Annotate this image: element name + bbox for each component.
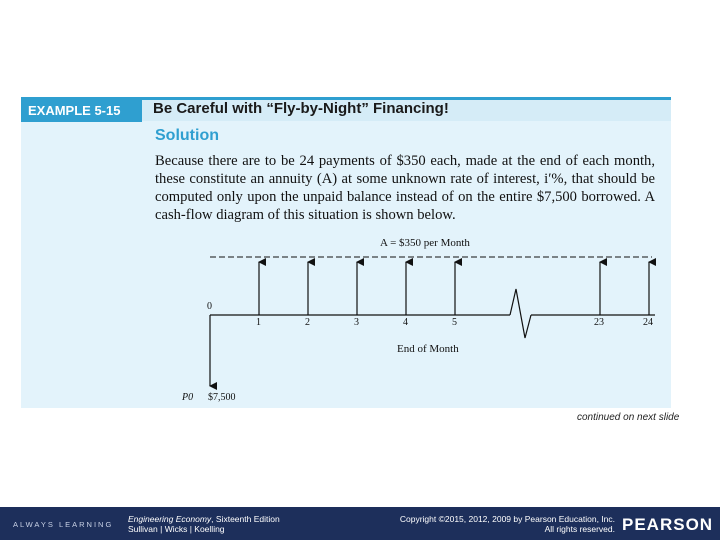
footer-bar	[0, 507, 720, 540]
principal-symbol: P0	[182, 392, 194, 403]
example-title: Be Careful with “Fly-by-Night” Financing!	[153, 100, 449, 117]
annuity-label: A = $350 per Month	[380, 237, 470, 249]
period-label: 24	[643, 317, 653, 328]
period-label: 1	[256, 317, 261, 328]
period-label: 4	[403, 317, 408, 328]
rights-line: All rights reserved.	[544, 524, 615, 534]
book-authors: Sullivan | Wicks | Koelling	[128, 524, 225, 534]
axis-break-icon	[510, 289, 531, 338]
solution-body-text: Because there are to be 24 payments of $350 each, made at the end of each month, these constitute an annuity (A) at some unknown rate of interest, i′%, that should be computed only upon the unpaid balance instead of on the entire $7,500 borrowed. A cash-flow diagram of this situation is shown below.	[155, 153, 655, 223]
period-label: 5	[452, 317, 457, 328]
period-zero-label: 0	[207, 301, 212, 312]
period-label: 2	[305, 317, 310, 328]
book-citation	[128, 514, 280, 534]
period-label: 23	[594, 317, 604, 328]
copyright-notice	[355, 514, 615, 534]
book-title: Engineering Economy	[128, 514, 212, 524]
book-edition: , Sixteenth Edition	[211, 514, 280, 524]
always-learning-tagline: ALWAYS LEARNING	[13, 520, 114, 529]
period-label: 3	[354, 317, 359, 328]
principal-value: $7,500	[208, 392, 236, 403]
copyright-line: Copyright ©2015, 2012, 2009 by Pearson Education, Inc.	[399, 514, 615, 524]
pearson-logo: PEARSON	[622, 515, 714, 534]
example-label: EXAMPLE 5-15	[21, 100, 142, 122]
continued-note: continued on next slide	[577, 412, 680, 423]
solution-heading: Solution	[155, 127, 219, 144]
axis-label: End of Month	[397, 343, 459, 355]
payment-arrows	[259, 262, 649, 315]
